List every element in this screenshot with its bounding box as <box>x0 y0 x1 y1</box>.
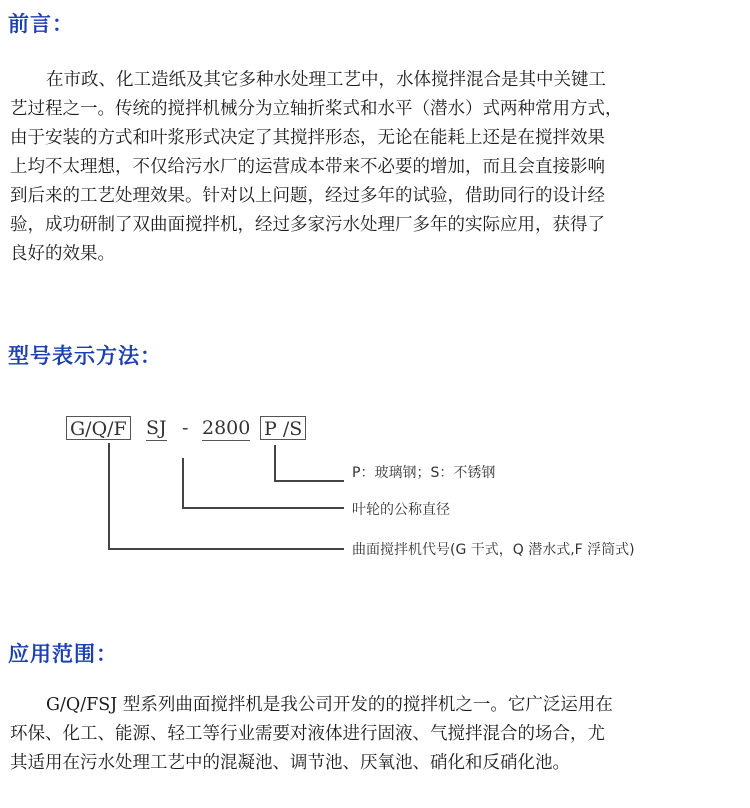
connector-size-horizontal <box>182 507 344 509</box>
preface-line: 到后来的工艺处理效果。针对以上问题，经过多年的试验，借助同行的设计经 <box>10 186 605 206</box>
application-heading: 应用范围： <box>8 642 118 666</box>
model-code-diagram <box>62 398 722 576</box>
preface-line: 在市政、化工造纸及其它多种水处理工艺中，水体搅拌混合是其中关键工 <box>46 70 606 90</box>
connector-material-vertical <box>274 445 276 481</box>
code-dash: - <box>182 417 189 439</box>
code-series: SJ <box>146 417 167 439</box>
connector-material-horizontal <box>274 480 344 482</box>
label-type-code: 曲面搅拌机代号(G 干式，Q 潜水式,F 浮筒式) <box>352 542 635 558</box>
code-size: 2800 <box>202 417 251 439</box>
preface-line: 良好的效果。 <box>10 244 115 264</box>
preface-line: 上均不太理想，不仅给污水厂的运营成本带来不必要的增加，而且会直接影响 <box>10 157 605 177</box>
application-line: 环保、化工、能源、轻工等行业需要对液体进行固液、气搅拌混合的场合，尤 <box>10 724 605 744</box>
label-material: P：玻璃钢；S：不锈钢 <box>352 465 496 481</box>
application-line: 其适用在污水处理工艺中的混凝池、调节池、厌氧池、硝化和反硝化池。 <box>10 753 570 773</box>
connector-size-vertical <box>182 458 184 508</box>
connector-type-horizontal <box>108 548 344 550</box>
model-heading: 型号表示方法： <box>8 344 162 368</box>
application-paragraph <box>10 691 745 778</box>
preface-paragraph <box>10 66 745 269</box>
preface-heading: 前言： <box>8 12 74 36</box>
preface-line: 由于安装的方式和叶浆形式决定了其搅拌形态，无论在能耗上还是在搅拌效果 <box>10 128 605 148</box>
code-type-box: G/Q/F <box>66 416 131 440</box>
code-material-box: P /S <box>260 416 306 440</box>
preface-line: 艺过程之一。传统的搅拌机械分为立轴折桨式和水平（潜水）式两种常用方式， <box>10 99 623 119</box>
preface-line: 验，成功研制了双曲面搅拌机，经过多家污水处理厂多年的实际应用，获得了 <box>10 215 605 235</box>
application-line: G/Q/FSJ 型系列曲面搅拌机是我公司开发的的搅拌机之一。它广泛运用在 <box>46 695 613 715</box>
label-diameter: 叶轮的公称直径 <box>352 502 450 518</box>
connector-type-vertical <box>108 443 110 549</box>
